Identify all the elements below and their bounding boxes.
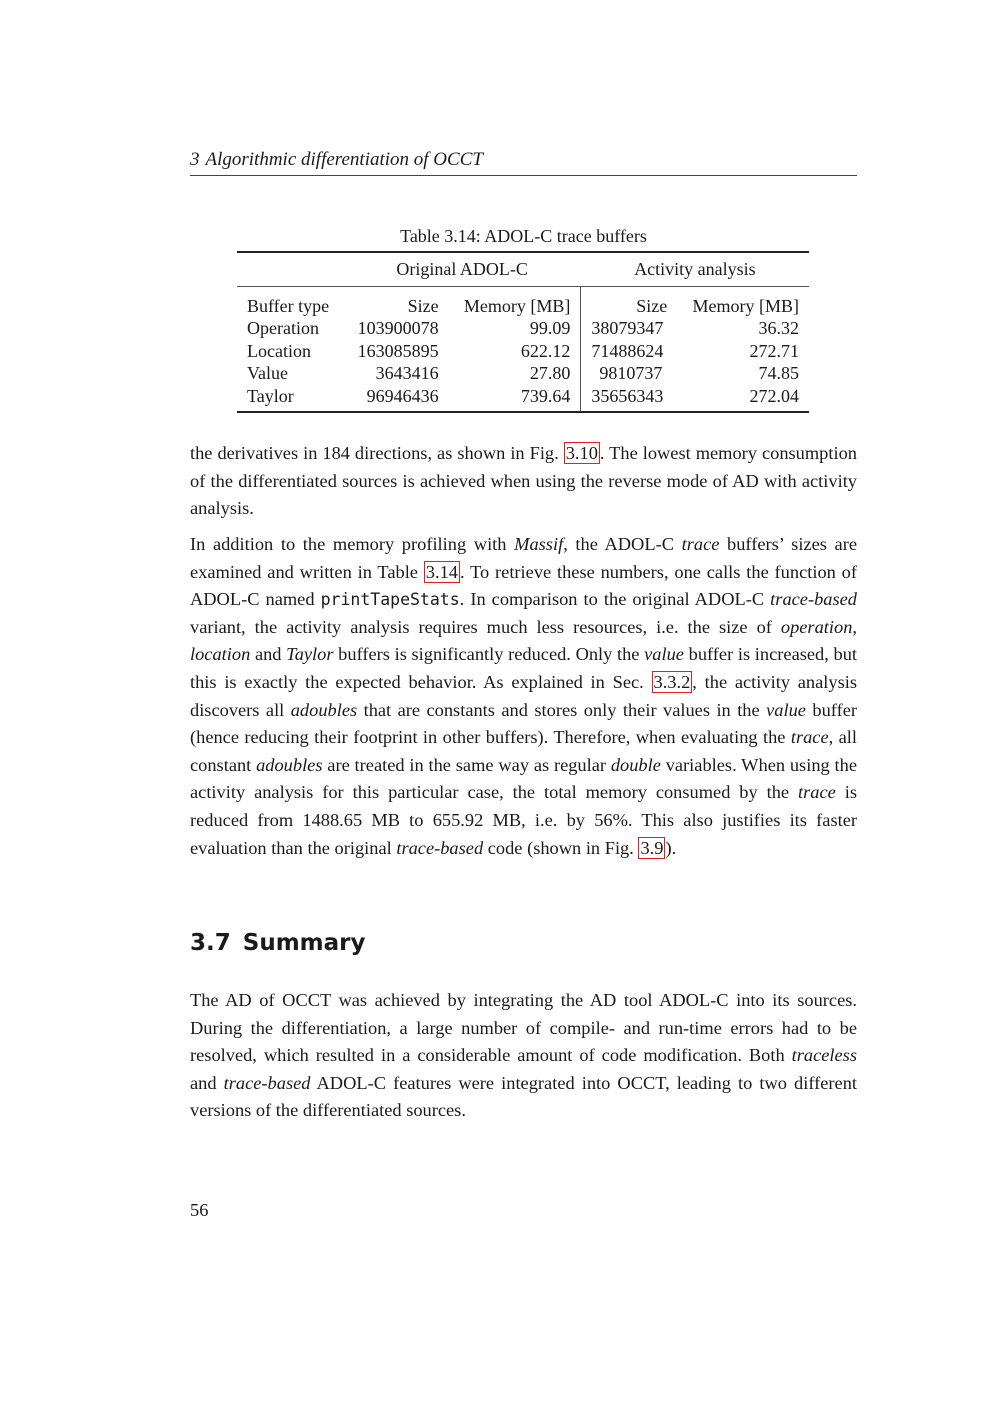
text-run: , the ADOL-C — [563, 534, 682, 554]
text-run: In addition to the memory profiling with — [190, 534, 515, 554]
table-row — [237, 385, 809, 413]
emphasis: adoubles — [256, 754, 323, 775]
table-row — [237, 317, 809, 340]
emphasis: location — [190, 644, 251, 665]
text-run: variables. When using the activity analysis for this particular case, the total memory consumed by the — [190, 754, 857, 803]
text-run: the derivatives in 184 directions, as shown in Fig. — [190, 443, 559, 463]
text-run: , the activity analysis discovers all — [190, 671, 858, 720]
section-number: 3.7 — [190, 930, 231, 956]
emphasis: Massif — [514, 534, 564, 554]
paragraph-trace-buffers — [190, 531, 857, 862]
running-header — [190, 149, 857, 176]
text-run: buffers’ sizes are examined and written in Table — [190, 534, 858, 582]
emphasis: trace — [790, 727, 829, 748]
table-cell: Location — [247, 340, 311, 361]
table-cell: 99.09 — [449, 317, 581, 340]
text-run: and — [190, 1072, 224, 1093]
emphasis: trace-based — [396, 837, 484, 858]
text-run: variant, the activity analysis requires much less resources, i.e. the size of — [190, 616, 781, 637]
table-caption: Table 3.14: ADOL-C trace buffers — [400, 226, 647, 246]
text-run: buffers is significantly reduced. Only the — [333, 644, 645, 665]
text-run: and — [250, 644, 287, 665]
text-run: . The lowest memory consumption of the differentiated sources is achieved when using the reverse mode of AD with activity analysis. — [190, 443, 857, 519]
table-cell: 38079347 — [591, 318, 664, 338]
emphasis: value — [766, 699, 806, 720]
table-row — [237, 340, 809, 363]
emphasis: trace-based — [223, 1072, 311, 1093]
emphasis: trace — [681, 534, 720, 554]
table-corner-cell — [237, 252, 343, 286]
text-run: , — [852, 616, 857, 637]
text-run: , all constant — [190, 727, 857, 775]
column-header: Size — [407, 295, 439, 316]
text-run: is reduced from 1488.65 MB to 655.92 MB, i.e. by 56%. This also justifies its faster evaluation than the original — [190, 782, 857, 858]
section-ref-link[interactable]: 3.3.2 — [653, 671, 691, 692]
section-title: Summary — [242, 930, 366, 956]
page-number: 56 — [190, 1200, 209, 1220]
text-run: code (shown in Fig. — [483, 837, 639, 858]
table-cell: 36.32 — [758, 318, 799, 338]
text-run: that are constants and stores only their values in the — [357, 699, 767, 720]
emphasis: value — [644, 644, 684, 665]
table-cell: 3643416 — [375, 363, 439, 383]
table-column-header-row — [237, 286, 809, 317]
table-ref-link[interactable]: 3.14 — [425, 561, 458, 582]
chapter-number: 3 — [190, 149, 200, 170]
table-cell: 35656343 — [581, 385, 677, 413]
text-run: . In comparison to the original ADOL-C — [459, 589, 771, 610]
text-run: are treated in the same way as regular — [322, 754, 611, 775]
table-cell: 739.64 — [449, 385, 581, 413]
text-run: buffer is increased, but this is exactly the expected behavior. As explained in Sec. — [190, 644, 857, 692]
code-identifier: printTapeStats — [320, 590, 460, 610]
table-cell: 103900078 — [357, 318, 439, 338]
table-cell: 622.12 — [449, 340, 581, 363]
text-run: The AD of OCCT was achieved by integrating the AD tool ADOL-C into its sources. During the differentiation, a large number of compile- and run-time errors had to be resolved, which resulted in a considerable amount of code modification. Both — [190, 990, 857, 1066]
table-group-header-row — [237, 252, 809, 286]
emphasis: double — [610, 754, 661, 775]
table-cell: 71488624 — [591, 340, 664, 361]
chapter-title: Algorithmic differentiation of OCCT — [205, 149, 483, 170]
table-cell: 272.04 — [677, 385, 809, 413]
buffers-table — [237, 251, 809, 413]
column-header: Buffer type — [247, 295, 330, 316]
emphasis: trace-based — [770, 589, 857, 610]
emphasis: trace — [798, 782, 836, 803]
table-cell: 96946436 — [343, 385, 448, 413]
paragraph-derivatives — [190, 440, 857, 523]
table-cell: Taylor — [237, 385, 343, 413]
table-cell: 74.85 — [758, 363, 799, 383]
section-heading — [190, 930, 365, 956]
figure-ref-link[interactable]: 3.10 — [565, 443, 598, 463]
text-run: ). — [665, 837, 677, 858]
figure-ref-link[interactable]: 3.9 — [640, 837, 664, 858]
column-header: Memory [MB] — [692, 295, 799, 316]
group-header-original: Original ADOL-C — [343, 252, 580, 286]
table-cell: 272.71 — [749, 340, 799, 361]
text-run: . To retrieve these numbers, one calls the function of ADOL-C named — [190, 561, 857, 610]
text-run: ADOL-C features were integrated into OCCT, leading to two different versions of the differentiated sources. — [190, 1072, 857, 1121]
text-run: buffer (hence reducing their footprint in other buffers). Therefore, when evaluating the — [190, 699, 857, 748]
table-cell: Value — [247, 363, 288, 383]
emphasis: Taylor — [286, 644, 334, 665]
table-cell: 9810737 — [599, 363, 663, 383]
emphasis: adoubles — [290, 699, 358, 720]
column-header: Size — [636, 295, 668, 316]
column-header: Memory [MB] — [449, 286, 581, 317]
emphasis: operation — [780, 616, 853, 637]
table-row — [237, 362, 809, 385]
table-cell: 27.80 — [449, 362, 581, 385]
group-header-activity: Activity analysis — [581, 252, 809, 286]
table-cell: 163085895 — [357, 340, 439, 361]
table-cell: Operation — [247, 318, 319, 338]
paragraph-summary — [190, 987, 857, 1125]
emphasis: traceless — [791, 1045, 857, 1066]
